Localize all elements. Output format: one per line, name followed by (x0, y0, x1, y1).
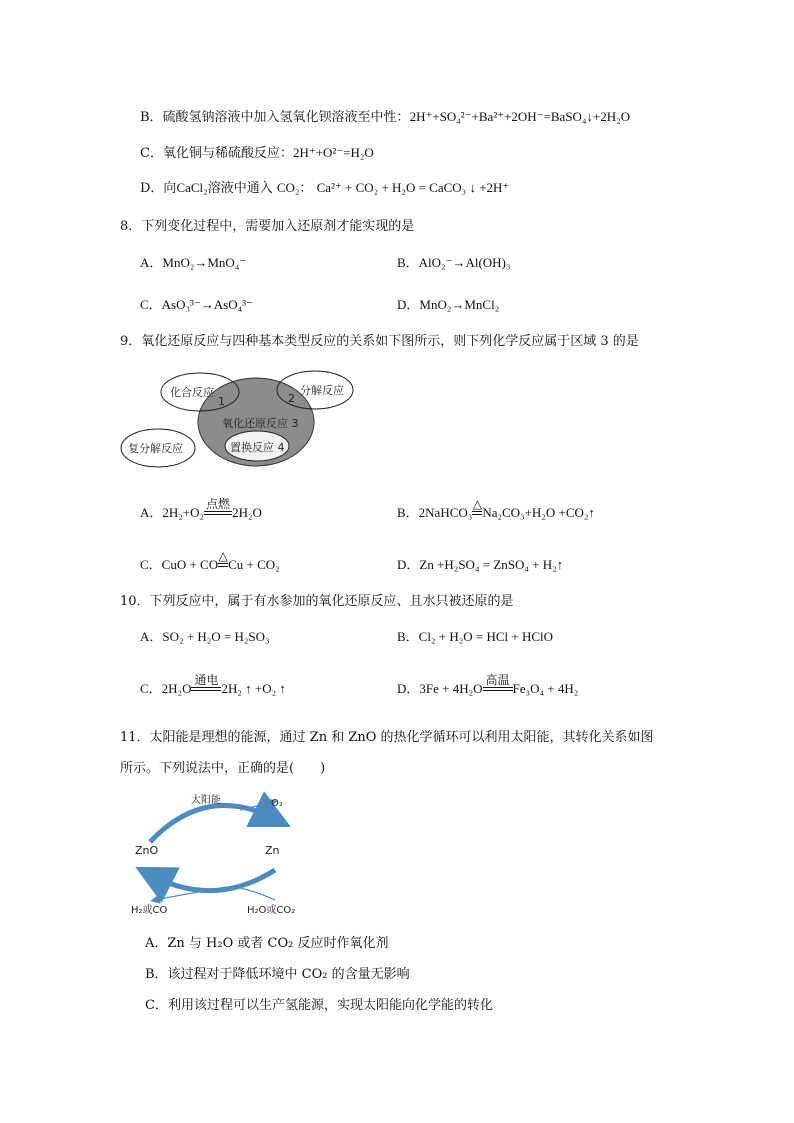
region-2-label: 2 (288, 392, 295, 405)
q7-b-prefix: B．硫酸氢钠溶液中加入氢氧化钡溶液至中性： (140, 110, 410, 125)
q9-a-products: 2H₂O (232, 505, 262, 520)
q7-d-mid: CaCl₂溶液中通入 (176, 180, 273, 195)
q10-c-products: 2H₂ ↑ +O₂ ↑ (221, 681, 286, 696)
q9-a-reactants: A．2H₂+O₂ (140, 505, 205, 520)
q9-stem: 9．氧化还原反应与四种基本类型反应的关系如下图所示，则下列化学反应属于区域 3 的是 (120, 334, 639, 349)
q11-option-a: A．Zn 与 H₂O 或者 CO₂ 反应时作氧化剂 (145, 936, 389, 951)
q9-c-reactants: C．CuO + CO (140, 557, 219, 572)
decomposition-label: 分解反应 (300, 384, 344, 397)
q7-c-prefix: C．氧化铜与稀硫酸反应： (140, 146, 293, 161)
q9-b-condition: △ (472, 497, 482, 511)
q7-option-d (140, 179, 509, 198)
replacement-label: 置换反应 4 (230, 441, 285, 454)
q11-option-b: B．该过程对于降低环境中 CO₂ 的含量无影响 (145, 967, 410, 982)
q9-venn-diagram (118, 360, 368, 475)
q10-d-condition: 高温 (485, 673, 510, 687)
q10-d-reactants: D．3Fe + 4H₂O (397, 681, 483, 696)
q9-c-products: Cu + CO₂ (228, 557, 280, 572)
q7-d-co2: CO₂： (276, 180, 313, 195)
q11-stem-line2: 所示。下列说法中，正确的是( ) (120, 761, 326, 776)
q7-option-b (140, 108, 630, 127)
q9-a-condition: 点燃 (206, 497, 231, 511)
q9-b-reactants: B．2NaHCO₃ (397, 505, 473, 520)
q10-c-reactants: C．2H₂O (140, 681, 192, 696)
q9-option-d: D．Zn +H₂SO₄ = ZnSO₄ + H₂↑ (397, 557, 564, 572)
q10-option-c (140, 673, 286, 698)
q10-stem: 10．下列反应中，属于有水参加的氧化还原反应、且水只被还原的是 (120, 594, 514, 609)
o2-label: O₂ (271, 798, 283, 809)
q9-c-condition: △ (218, 549, 228, 563)
q9-option-c (140, 549, 280, 574)
q8-option-b: B．AlO₂⁻→Al(OH)₃ (397, 255, 511, 270)
double-decomposition-label: 复分解反应 (128, 442, 183, 455)
q9-option-b (397, 497, 595, 522)
q8-option-a: A．MnO₂→MnO₄⁻ (140, 255, 247, 270)
q7-b-equation: 2H⁺+SO₄²⁻+Ba²⁺+2OH⁻=BaSO₄↓+2H₂O (409, 109, 631, 124)
q8-option-d: D．MnO₂→MnCl₂ (397, 297, 500, 312)
redox-label: 氧化还原反应 3 (222, 417, 299, 430)
solar-energy-label: 太阳能 (191, 795, 221, 806)
q10-option-b: B．Cl₂ + H₂O = HCl + HClO (397, 629, 554, 644)
zno-label: ZnO (135, 844, 159, 857)
h2o-co2-label: H₂O或CO₂ (247, 905, 296, 916)
q7-c-equation: 2H⁺+O²⁻=H₂O (292, 145, 374, 160)
h2-co-label: H₂或CO (131, 905, 168, 916)
q10-option-a: A．SO₂ + H₂O = H₂SO₃ (140, 629, 270, 644)
q9-b-products: Na₂CO₃+H₂O +CO₂↑ (482, 505, 595, 520)
region-1-label: 1 (218, 395, 225, 408)
q9-option-a (140, 497, 262, 522)
q8-stem: 8．下列变化过程中，需要加入还原剂才能实现的是 (120, 219, 415, 234)
q10-option-d (397, 673, 579, 698)
zn-label: Zn (265, 844, 280, 857)
top-arc-arrow (150, 805, 273, 842)
q10-c-condition: 通电 (194, 673, 219, 687)
q8-option-c: C．AsO₃³⁻→AsO₄³⁻ (140, 297, 253, 312)
q10-d-products: Fe₃O₄ + 4H₂ (512, 681, 579, 696)
q11-cycle-diagram (125, 790, 325, 920)
q7-d-prefix: D．向 (140, 181, 177, 196)
combination-label: 化合反应 (170, 386, 214, 399)
q11-option-c: C．利用该过程可以生产氢能源，实现太阳能向化学能的转化 (145, 998, 493, 1013)
bottom-arc-arrow (153, 870, 275, 891)
q7-option-c (140, 144, 374, 163)
q7-d-equation: Ca²⁺ + CO₂ + H₂O = CaCO₃ ↓ +2H⁺ (316, 180, 510, 195)
q11-stem-line1: 11．太阳能是理想的能源，通过 Zn 和 ZnO 的热化学循环可以利用太阳能，其转化关系如图 (120, 730, 654, 745)
